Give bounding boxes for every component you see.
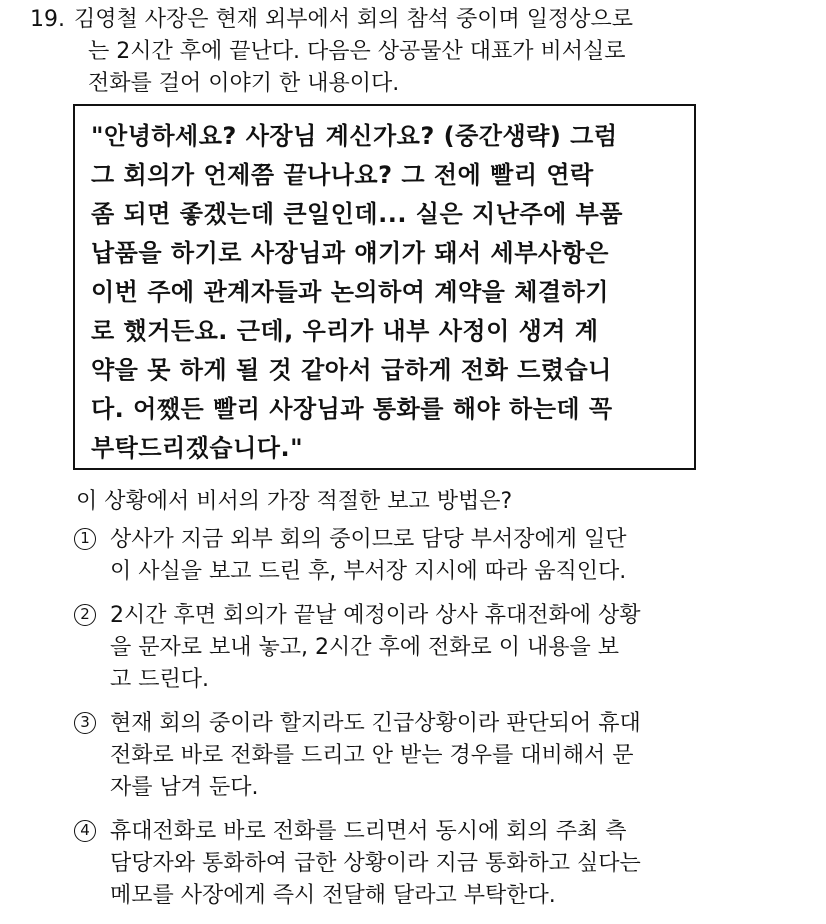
option-text-line: 2시간 후면 회의가 끝날 예정이라 상사 휴대전화에 상황	[110, 603, 641, 628]
option-number-circle: 2	[74, 604, 96, 626]
quote-line: 납품을 하기로 사장님과 얘기가 돼서 세부사항은	[91, 239, 609, 267]
option-text-line: 담당자와 통화하여 급한 상황이라 지금 통화하고 싶다는	[110, 851, 641, 876]
quote-line: 다. 어쨌든 빨리 사장님과 통화를 해야 하는데 꼭	[91, 395, 613, 423]
option-text-line: 을 문자로 보내 놓고, 2시간 후에 전화로 이 내용을 보	[110, 635, 619, 660]
option-number-circle: 3	[74, 712, 96, 734]
answer-option-4[interactable]	[74, 816, 814, 912]
option-text-line: 전화로 바로 전화를 드리고 안 받는 경우를 대비해서 문	[110, 743, 634, 768]
option-text-line: 이 사실을 보고 드린 후, 부서장 지시에 따라 움직인다.	[110, 559, 627, 584]
answer-option-1[interactable]	[74, 524, 814, 588]
question-stem	[30, 4, 810, 100]
question-number: 19.	[30, 7, 65, 32]
option-text-line: 고 드린다.	[110, 667, 209, 692]
stem-line: 전화를 걸어 이야기 한 내용이다.	[88, 71, 400, 96]
option-text-line: 메모를 사장에게 즉시 전달해 달라고 부탁한다.	[110, 883, 556, 908]
option-text-line: 자를 남겨 둔다.	[110, 775, 259, 800]
answer-option-2[interactable]	[74, 600, 814, 696]
quote-line: "안녕하세요? 사장님 계신가요? (중간생략) 그럼	[91, 122, 618, 150]
stem-line: 김영철 사장은 현재 외부에서 회의 참석 중이며 일정상으로	[74, 7, 634, 32]
quote-line: 약을 못 하게 될 것 같아서 급하게 전화 드렸습니	[91, 356, 612, 384]
quote-line: 좀 되면 좋겠는데 큰일인데... 실은 지난주에 부품	[91, 200, 623, 228]
option-text-line: 상사가 지금 외부 회의 중이므로 담당 부서장에게 일단	[110, 527, 627, 552]
phone-call-quote-box	[73, 104, 696, 470]
option-number-circle: 1	[74, 528, 96, 550]
question-prompt: 이 상황에서 비서의 가장 적절한 보고 방법은?	[76, 489, 513, 514]
quote-line: 이번 주에 관계자들과 논의하여 계약을 체결하기	[91, 278, 609, 306]
quote-line: 그 회의가 언제쯤 끝나나요? 그 전에 빨리 연락	[91, 161, 594, 189]
option-text-line: 현재 회의 중이라 할지라도 긴급상황이라 판단되어 휴대	[110, 711, 641, 736]
quote-line: 부탁드리겠습니다."	[91, 434, 304, 462]
answer-option-3[interactable]	[74, 708, 814, 804]
stem-line: 는 2시간 후에 끝난다. 다음은 상공물산 대표가 비서실로	[88, 39, 626, 64]
quote-line: 로 했거든요. 근데, 우리가 내부 사정이 생겨 계	[91, 317, 599, 345]
option-text-line: 휴대전화로 바로 전화를 드리면서 동시에 회의 주최 측	[110, 819, 627, 844]
option-number-circle: 4	[74, 820, 96, 842]
answer-options	[74, 524, 814, 924]
